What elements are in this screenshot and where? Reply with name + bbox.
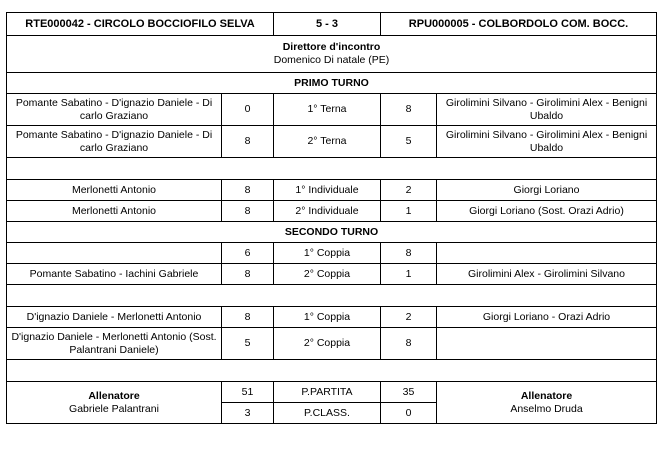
home-score: 8 (222, 126, 274, 158)
home-players: Pomante Sabatino - Iachini Gabriele (7, 264, 222, 285)
home-players: Pomante Sabatino - D'ignazio Daniele - Di carlo Graziano (7, 94, 222, 126)
away-players: Giorgi Loriano - Orazi Adrio (437, 307, 657, 328)
p-partita-label: P.PARTITA (274, 382, 381, 403)
table-row (7, 264, 657, 285)
away-score: 1 (381, 201, 437, 222)
away-players: Giorgi Loriano (Sost. Orazi Adrio) (437, 201, 657, 222)
home-score: 8 (222, 307, 274, 328)
home-score: 5 (222, 328, 274, 360)
away-players: Girolimini Silvano - Girolimini Alex - Benigni Ubaldo (437, 94, 657, 126)
spacer-cell (7, 158, 657, 180)
game-label: 2° Terna (274, 126, 381, 158)
match-report-table (6, 12, 657, 424)
table-row (7, 126, 657, 158)
game-label: 1° Coppia (274, 243, 381, 264)
away-coach-title: Allenatore (520, 389, 573, 402)
away-players: Girolimini Silvano - Girolimini Alex - Benigni Ubaldo (437, 126, 657, 158)
away-score: 8 (381, 94, 437, 126)
game-label: 2° Coppia (274, 264, 381, 285)
home-coach-title: Allenatore (88, 389, 140, 402)
table-row (7, 243, 657, 264)
away-score: 2 (381, 180, 437, 201)
match-score: 5 - 3 (274, 13, 381, 36)
table-row (7, 201, 657, 222)
away-players (437, 243, 657, 264)
home-coach-name: Gabriele Palantrani (69, 402, 159, 415)
away-team: RPU000005 - COLBORDOLO COM. BOCC. (381, 13, 657, 36)
game-label: 1° Coppia (274, 307, 381, 328)
header-row (7, 13, 657, 36)
home-score: 6 (222, 243, 274, 264)
director-name: Domenico Di natale (PE) (273, 54, 390, 66)
table-row (7, 307, 657, 328)
p-class-home: 3 (222, 403, 274, 424)
home-score: 0 (222, 94, 274, 126)
p-class-label: P.CLASS. (274, 403, 381, 424)
table-row (7, 94, 657, 126)
director-title: Direttore d'incontro (282, 41, 381, 53)
footer-row-partita (7, 382, 657, 403)
p-partita-home: 51 (222, 382, 274, 403)
match-report-sheet (6, 12, 656, 442)
home-players (7, 243, 222, 264)
p-partita-away: 35 (381, 382, 437, 403)
away-players: Girolimini Alex - Girolimini Silvano (437, 264, 657, 285)
away-players: Giorgi Loriano (437, 180, 657, 201)
section-row-secondo-turno (7, 222, 657, 243)
home-score: 8 (222, 180, 274, 201)
spacer-row (7, 285, 657, 307)
away-score: 8 (381, 328, 437, 360)
away-score: 5 (381, 126, 437, 158)
home-players: Merlonetti Antonio (7, 201, 222, 222)
away-coach-name: Anselmo Druda (510, 402, 583, 415)
away-score: 8 (381, 243, 437, 264)
game-label: 1° Individuale (274, 180, 381, 201)
away-players (437, 328, 657, 360)
away-coach (437, 382, 657, 424)
section-title: PRIMO TURNO (7, 73, 657, 94)
spacer-row (7, 158, 657, 180)
spacer-row (7, 360, 657, 382)
p-class-away: 0 (381, 403, 437, 424)
section-title: SECONDO TURNO (7, 222, 657, 243)
home-coach (7, 382, 222, 424)
table-row (7, 328, 657, 360)
spacer-cell (7, 360, 657, 382)
table-row (7, 180, 657, 201)
director-cell (7, 36, 657, 73)
director-row (7, 36, 657, 73)
game-label: 1° Terna (274, 94, 381, 126)
home-team: RTE000042 - CIRCOLO BOCCIOFILO SELVA (7, 13, 274, 36)
home-players: Merlonetti Antonio (7, 180, 222, 201)
home-players: D'ignazio Daniele - Merlonetti Antonio (7, 307, 222, 328)
home-players: D'ignazio Daniele - Merlonetti Antonio (Sost. Palantrani Daniele) (7, 328, 222, 360)
game-label: 2° Coppia (274, 328, 381, 360)
section-row-primo-turno (7, 73, 657, 94)
away-score: 2 (381, 307, 437, 328)
home-players: Pomante Sabatino - D'ignazio Daniele - Di carlo Graziano (7, 126, 222, 158)
home-score: 8 (222, 201, 274, 222)
home-score: 8 (222, 264, 274, 285)
away-score: 1 (381, 264, 437, 285)
spacer-cell (7, 285, 657, 307)
game-label: 2° Individuale (274, 201, 381, 222)
